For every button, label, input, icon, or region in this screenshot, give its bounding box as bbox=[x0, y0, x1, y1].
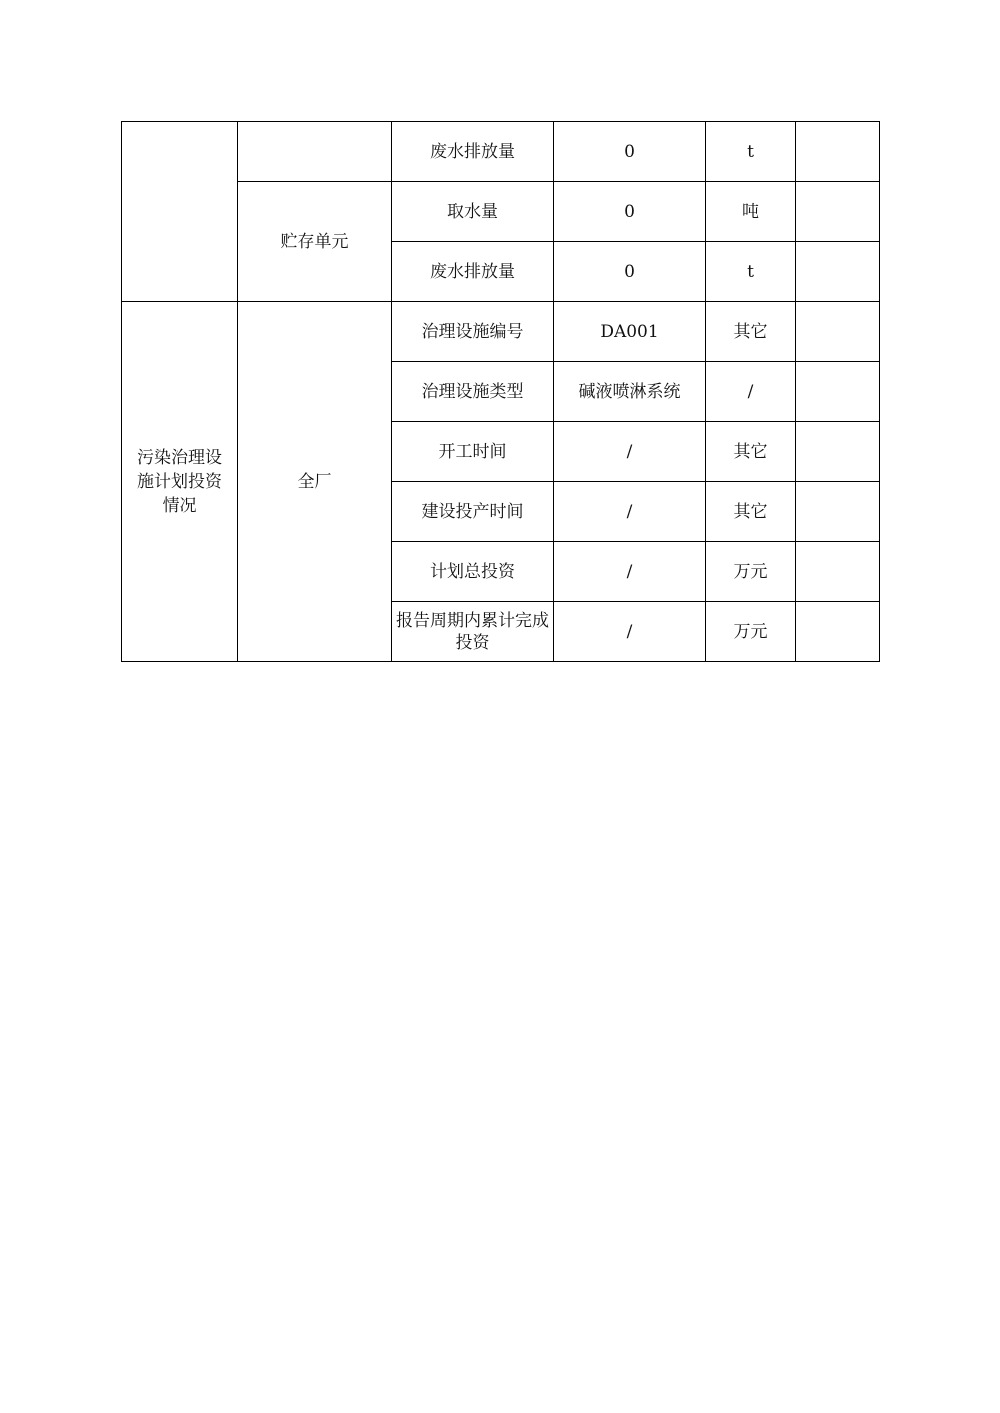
note-cell bbox=[796, 182, 880, 242]
item-cell: 治理设施编号 bbox=[392, 302, 554, 362]
value-cell: / bbox=[554, 422, 706, 482]
value-cell: 0 bbox=[554, 182, 706, 242]
item-cell: 取水量 bbox=[392, 182, 554, 242]
unit-of-measure-cell: 其它 bbox=[706, 422, 796, 482]
note-cell bbox=[796, 542, 880, 602]
unit-of-measure-cell: t bbox=[706, 122, 796, 182]
value-cell: 0 bbox=[554, 122, 706, 182]
note-cell bbox=[796, 122, 880, 182]
note-cell bbox=[796, 362, 880, 422]
unit-of-measure-cell: 吨 bbox=[706, 182, 796, 242]
pollution-category-label: 污染治理设施计划投资情况 bbox=[137, 447, 222, 516]
pollution-category-cell bbox=[122, 302, 238, 662]
unit-of-measure-cell: 万元 bbox=[706, 602, 796, 662]
value-cell: 0 bbox=[554, 242, 706, 302]
whole-plant-cell: 全厂 bbox=[238, 302, 392, 662]
note-cell bbox=[796, 602, 880, 662]
unit-of-measure-cell: t bbox=[706, 242, 796, 302]
note-cell bbox=[796, 242, 880, 302]
value-cell: DA001 bbox=[554, 302, 706, 362]
item-cell: 废水排放量 bbox=[392, 122, 554, 182]
report-table bbox=[121, 121, 880, 662]
value-cell: 碱液喷淋系统 bbox=[554, 362, 706, 422]
note-cell bbox=[796, 422, 880, 482]
unit-of-measure-cell: 其它 bbox=[706, 302, 796, 362]
value-cell: / bbox=[554, 482, 706, 542]
unit-of-measure-cell: 其它 bbox=[706, 482, 796, 542]
item-cell: 报告周期内累计完成投资 bbox=[392, 602, 554, 662]
value-cell: / bbox=[554, 542, 706, 602]
unit-cell-empty bbox=[238, 122, 392, 182]
category-cell-empty bbox=[122, 122, 238, 302]
storage-unit-cell: 贮存单元 bbox=[238, 182, 392, 302]
note-cell bbox=[796, 302, 880, 362]
unit-of-measure-cell: 万元 bbox=[706, 542, 796, 602]
item-cell: 治理设施类型 bbox=[392, 362, 554, 422]
item-cell: 建设投产时间 bbox=[392, 482, 554, 542]
item-cell: 废水排放量 bbox=[392, 242, 554, 302]
note-cell bbox=[796, 482, 880, 542]
value-cell: / bbox=[554, 602, 706, 662]
item-cell: 计划总投资 bbox=[392, 542, 554, 602]
unit-of-measure-cell: / bbox=[706, 362, 796, 422]
table-row bbox=[122, 302, 880, 362]
item-cell: 开工时间 bbox=[392, 422, 554, 482]
table-row bbox=[122, 122, 880, 182]
